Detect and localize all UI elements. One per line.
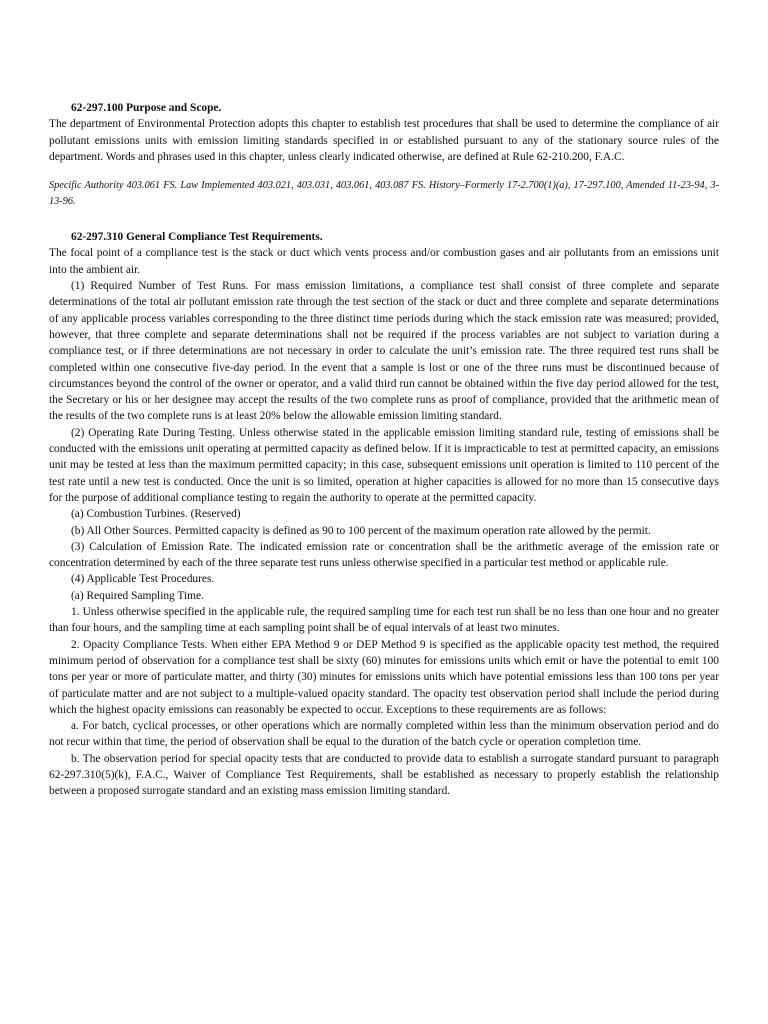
paragraph-operating-rate: (2) Operating Rate During Testing. Unless otherwise stated in the applicable emission limiting standard rule, testing of emissions shall be conducted with the emissions unit operating at permitted capacity as defined below. If it is impracticable to test at permitted capacity, an emissions unit may be tested at less than the maximum permitted capacity; in this case, subsequent emissions unit operation is limited to 110 percent of the test rate until a new test is conducted. Once the unit is so limited, operation at higher capacities is allowed for no more than 15 consecutive days for the purpose of additional compliance testing to regain the authority to operate at the permitted capacity. [49, 426, 719, 504]
history-note: Specific Authority 403.061 FS. Law Implemented 403.021, 403.031, 403.061, 403.087 FS. History–Formerly 17-2.700(1)(a), 17-297.100, Amended 11-23-94, 3-13-96. [49, 180, 719, 207]
section-intro-compliance-test: The focal point of a compliance test is the stack or duct which vents process and/or combustion gases and air pollutants from an emissions unit into the ambient air. [49, 247, 719, 276]
paragraph-test-procedures: (4) Applicable Test Procedures. [71, 573, 215, 586]
paragraph-batch-processes: a. For batch, cyclical processes, or other operations which are normally completed within less than the minimum observation period and do not recur within that time, the period of observation shall be equal to the duration of the batch cycle or operation completion time. [49, 720, 719, 749]
paragraph-combustion-turbines: (a) Combustion Turbines. (Reserved) [71, 508, 241, 521]
paragraph-test-runs: (1) Required Number of Test Runs. For mass emission limitations, a compliance test shall consist of three complete and separate determinations of the total air pollutant emission rate through the test section of the stack or duct and three complete and separate determinations of any applicable process variables corresponding to the three distinct time periods during which the stack emission rate was measured; provided, however, that three complete and separate determinations shall not be required if the process variables are not subject to variation during a compliance test, or if three determinations are not necessary in order to calculate the unit’s emission rate. The three required test runs shall be completed within one consecutive five-day period. In the event that a sample is lost or one of the three runs must be discontinued because of circumstances beyond the control of the owner or operator, and a valid third run cannot be obtained within the five day period allowed for the test, the Secretary or his or her designee may accept the results of the two complete runs as proof of compliance, provided that the arithmetic mean of the results of the two complete runs is at least 20% below the allowable emission limiting standard. [49, 280, 719, 423]
paragraph-special-opacity: b. The observation period for special opacity tests that are conducted to provide data to establish a surrogate standard pursuant to paragraph 62-297.310(5)(k), F.A.C., Waiver of Compliance Test Requirements, shall be established as necessary to properly establish the relationship between a proposed surrogate standard and an existing mass emission limiting standard. [49, 752, 719, 798]
paragraph-sampling-time: (a) Required Sampling Time. [71, 589, 204, 602]
section-body-purpose-scope: The department of Environmental Protection adopts this chapter to establish test procedures that shall be used to determine the compliance of air pollutant emissions units with emission limiting standards specified in or established pursuant to any of the stationary source rules of the department. Words and phrases used in this chapter, unless clearly indicated otherwise, are defined at Rule 62-210.200, F.A.C. [49, 118, 719, 163]
paragraph-other-sources: (b) All Other Sources. Permitted capacity is defined as 90 to 100 percent of the maximum operation rate allowed by the permit. [71, 524, 651, 537]
paragraph-emission-rate: (3) Calculation of Emission Rate. The indicated emission rate or concentration shall be the arithmetic average of the emission rate or concentration determined by each of the three separate test runs unless otherwise specified in a particular test method or applicable rule. [49, 540, 719, 570]
section-heading-compliance-test: 62-297.310 General Compliance Test Requirements. [71, 231, 323, 244]
document-page [49, 100, 719, 800]
section-heading-purpose-scope: 62-297.100 Purpose and Scope. [71, 102, 222, 114]
paragraph-sampling-rule: 1. Unless otherwise specified in the applicable rule, the required sampling time for each test run shall be no less than one hour and no greater than four hours, and the sampling time at each sampling point shall be of equal intervals of at least two minutes. [49, 606, 719, 635]
paragraph-opacity-tests: 2. Opacity Compliance Tests. When either EPA Method 9 or DEP Method 9 is specified as the applicable opacity test method, the required minimum period of observation for a compliance test shall be sixty (60) minutes for emissions units which emit or have the potential to emit 100 tons per year or more of particulate matter, and thirty (30) minutes for emissions units which have potential emissions less than 100 tons per year of particulate matter and are not subject to a multiple-valued opacity standard. The opacity test observation period shall include the period during which the highest opacity emissions can reasonably be expected to occur. Exceptions to these requirements are as follows: [49, 638, 719, 716]
